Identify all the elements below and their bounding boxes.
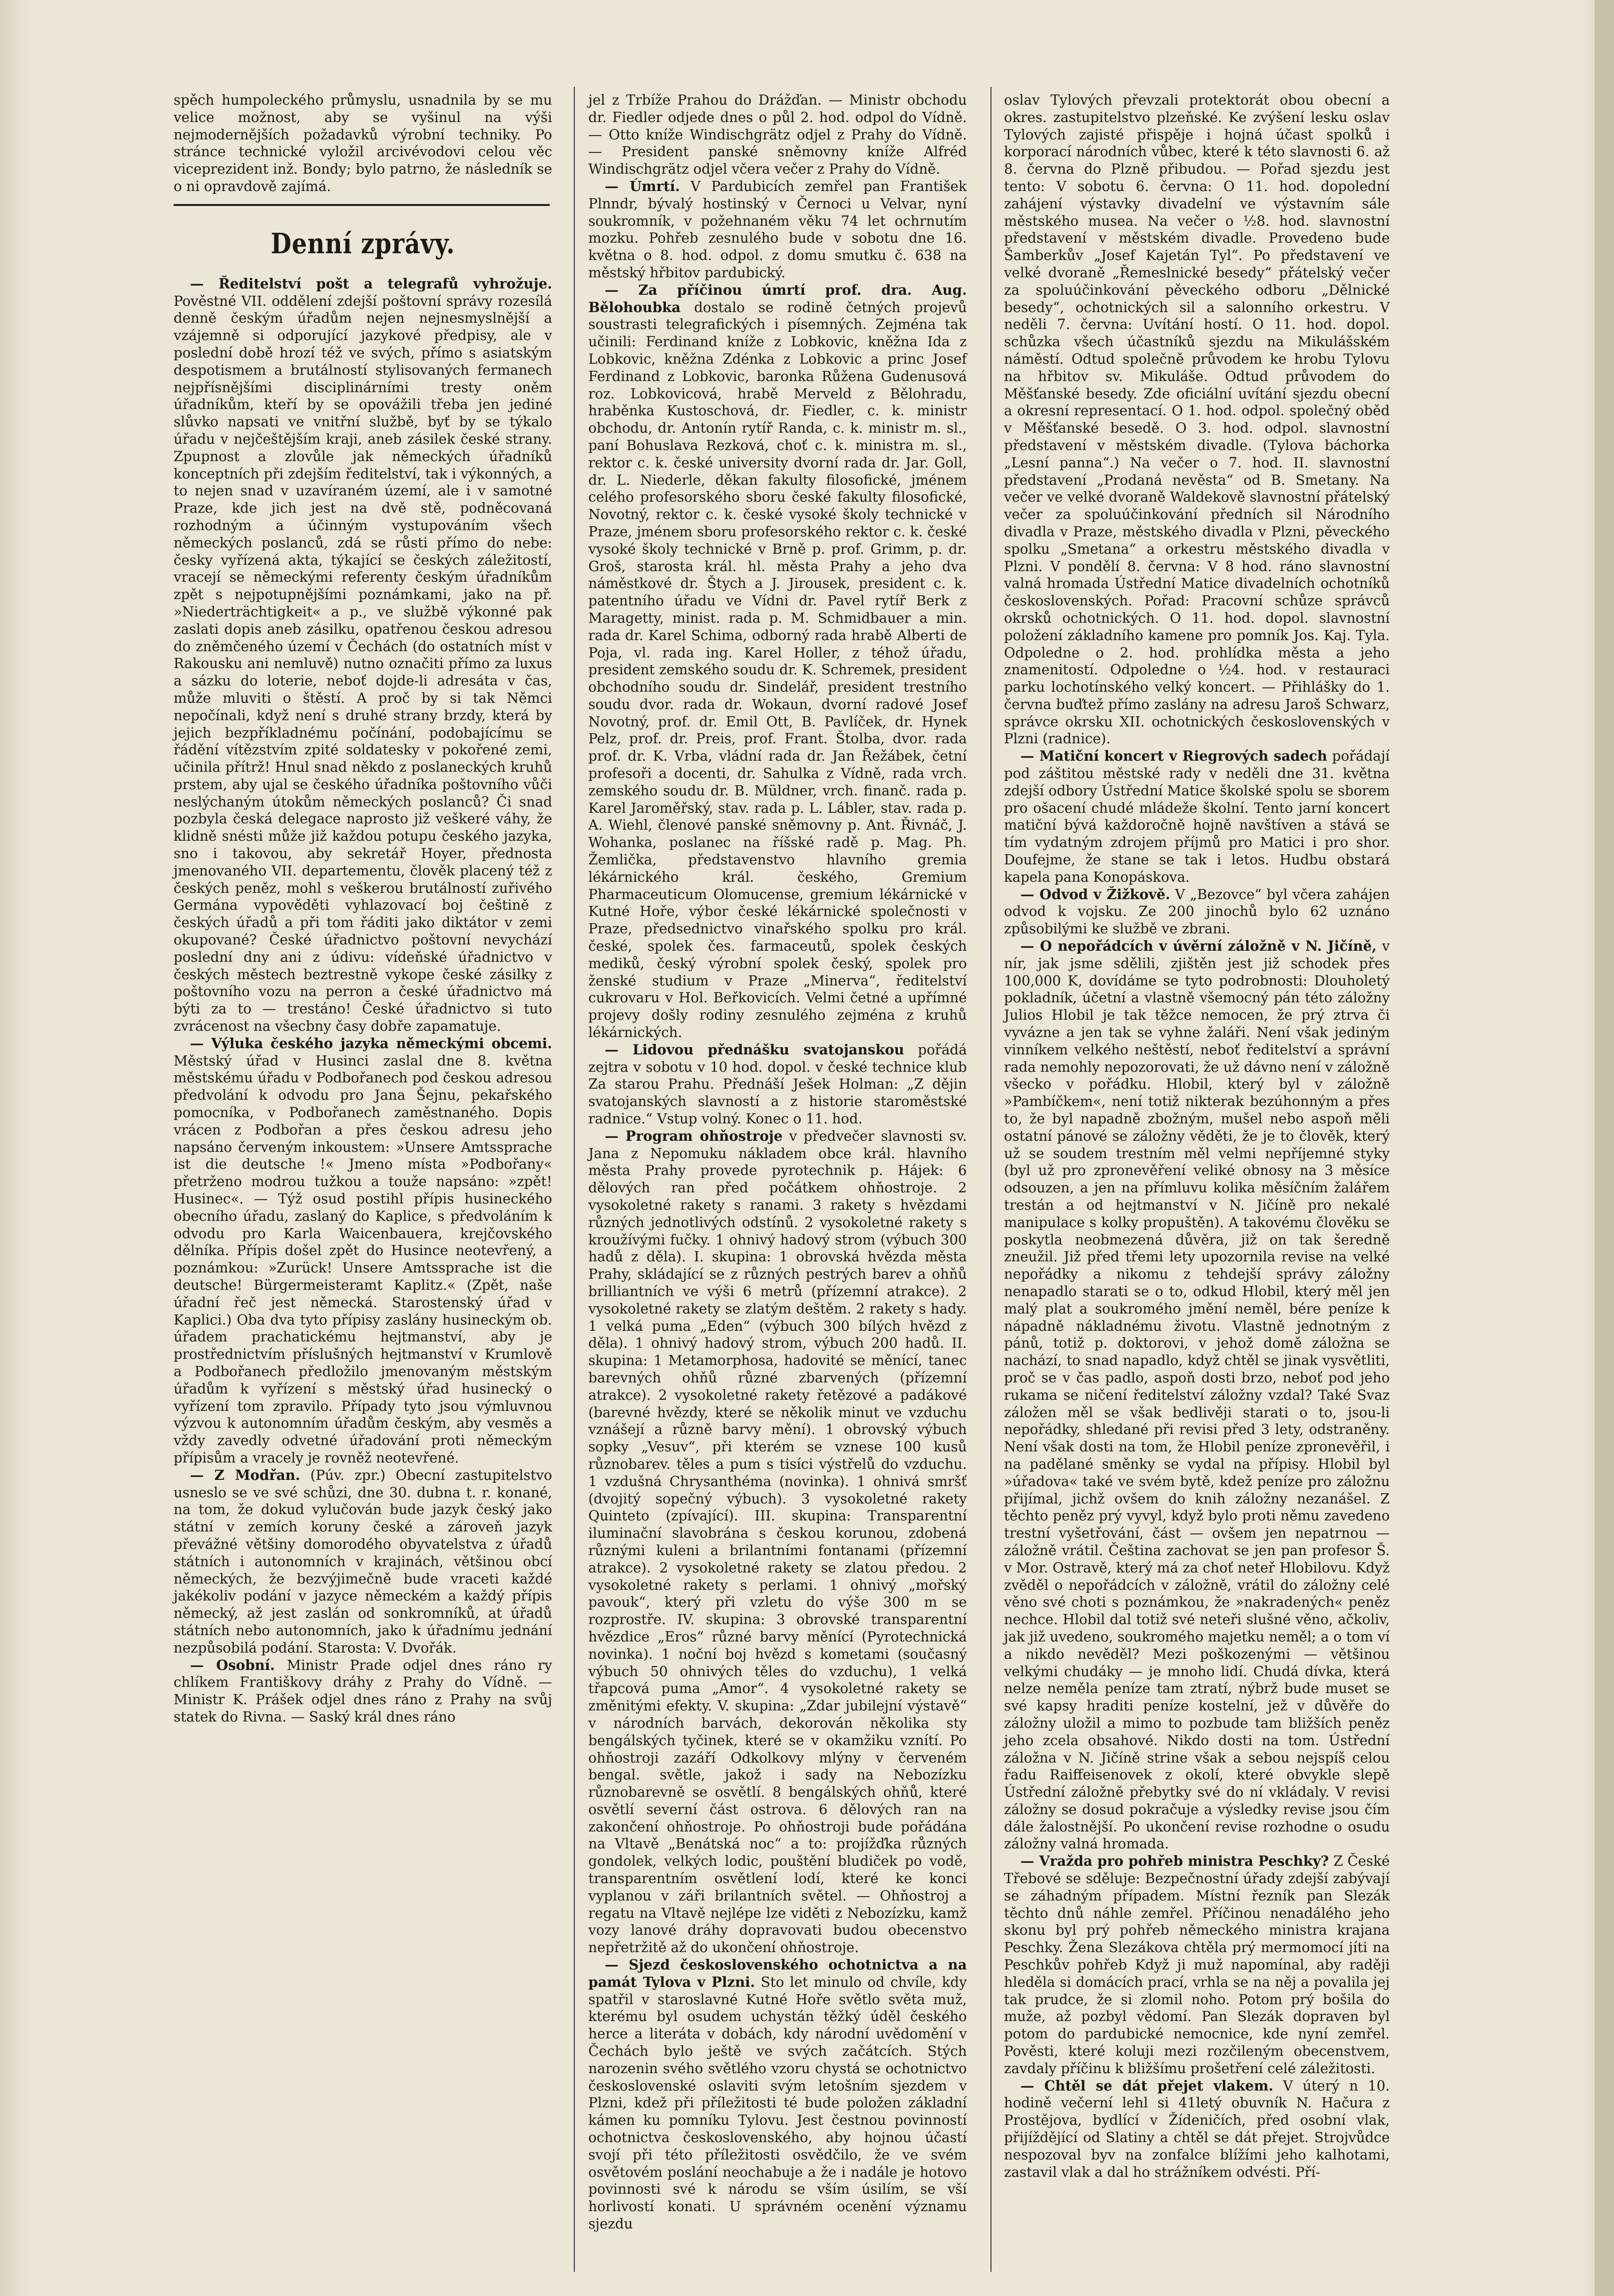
article-body: oslav Tylových převzali protektorát obou obecní a okres. zastupitelstvo plzeňské. Ke zvýšení lesku oslav Tylových zajisté přispěje i hojná účast spolků i korporací národních vůbec, které k této slavnosti 6. až 8. června do Plzně přibudou. — Pořad sjezdu jest tento: V sobotu 6. června: O 11. hod. dopolední zahájení výstavky divadelní ve výstavním sále městského musea. Na večer o ½8. hod. slavnostní představení v městském divadle. Provedeno bude Šamberkův „Josef Kajetán Tyl“. Po představení ve velké dvoraně „Řemeslnické besedy“ přátelský večer za spoluúčinkování pěveckého odboru „Dělnické besedy“, ochotnických sil a salonního orkestru. V neděli 7. června: Uvítání hostí. O 11. hod. dopol. schůzka všech účastníků sjezdu na Mikulášském náměstí. Odtud společně průvodem ke hrobu Tylovu na hřbitov sv. Mikuláše. Odtud průvodem do Měšťanské besedy. Zde oficiální uvítání sjezdu obecní a okresní representací. O 1. hod. odpol. společný oběd v Měšťanské besedě. O 3. hod. odpol. slavnostní představení v městském divadle. (Tylova báchorka „Lesní panna“.) Na večer o 7. hod. II. slavnostní představení „Prodaná nevěsta“ od B. Smetany. Na večer ve velké dvoraně Waldekově slavnostní přátelský večer za spoluúčinkování předních sil Národního divadla v Praze, městského divadla v Plzni, pěveckého spolku „Smetana“ a orkestru městského divadla v Plzni. V pondělí 8. června: V 8 hod. ráno slavnostní valná hromada Ústřední Matice divadelních ochotníků československých. Pořad: Pracovní schůze správců okrsků ochotnických. O 11. hod. dopol. slavnostní položení základního kamene pro pomník Jos. Kaj. Tyla. Odpoledne o 2. hod. prohlídka města a jeho znamenitostí. Odpoledne o ½4. hod. v restauraci parku lochotínského velký koncert. — Přihlášky do 1. června buďtež přímo zaslány na adresu Jaroš Schwarz, správce okrsku XII. ochotnických československých v Plzni (radnice). <box>1004 92 1390 747</box>
article-paragraph <box>174 1467 552 1657</box>
article-body: V „Bezovce“ byl včera zahájen odvod k vojsku. Ze 200 jinochů bylo 62 uznáno způsobilými ke službě ve zbrani. <box>1004 886 1390 937</box>
article-title: — Osobní. <box>190 1656 275 1673</box>
article-title: — Chtěl se dát přejet vlakem. <box>1020 2077 1274 2094</box>
article-paragraph <box>588 1041 967 1128</box>
article-paragraph <box>588 282 967 1041</box>
column-rule <box>574 87 575 2272</box>
article-body: Z České Třebové se sděluje: Bezpečnostní úřady zdejší zabývají se záhadným případem. Místní řezník pan Slezák těchto dnů náhle zemřel. Příčinou nenadálého jeho skonu byl prý pohřeb německého ministra krajana Peschky. Žena Slezákova chtěla prý mermomocí jíti na Peschkův pohřeb Když ji muž napomínal, aby raději hleděla si domácích prací, vrhla se na něj a povalila jej tak prudce, že si zlomil noho. Potom prý bošila do muže, až pozbyl vědomí. Pan Slezák dopraven byl potom do pardubické nemocnice, kde nyní zemřel. Pověsti, které koluji mezi rozčileným obecenstvem, zavdaly příčinu k bližšímu prošetření celé záležitosti. <box>1004 1853 1390 2077</box>
article-paragraph <box>588 1128 967 1956</box>
article-intro: spěch humpoleckého průmyslu, usnadnila by se mu velice možnost, aby se vyšinul na výši nejmodernějších požadavků výrobní techniky. Po stránce technické vyložil arcivévodovi celou věc viceprezident inž. Bondy; bylo patrno, že následník se o ni opravdově zajímá. <box>174 92 552 194</box>
article-paragraph <box>1004 1853 1390 2077</box>
article-paragraph <box>1004 748 1390 886</box>
article-body: jel z Trbíže Prahou do Drážďan. — Ministr obchodu dr. Fiedler odjede dnes o půl 2. hod. odpol do Vídně. — Otto kníže Windischgrätz odjel z Prahy do Vídně. — President panské sněmovny kníže Alfréd Windischgrätz odjel včera večer z Prahy do Vídně. <box>588 92 967 178</box>
article-paragraph <box>174 1657 552 1726</box>
article-body: V úterý n 10. hodině večerní lehl si 41letý obuvník N. Hačura z Prostějova, bydlící v Žídeničích, před osobní vlak, přijíždějící od Slatiny a chtěl se dát přejet. Strojvůdce nespozoval byv na zonfalce blížími jeho kalhotami, zastavil vlak a dal ho strážníkem odvésti. Pří- <box>1004 2077 1390 2180</box>
article-paragraph <box>588 1956 967 2233</box>
article-body: pořádají pod záštitou městské rady v neděli dne 31. května zdejší odbory Ústřední Matice školské spolu se sborem pro ošacení chudé mládeže školní. Tento jarní koncert matiční bývá každoročně hojně navštíven a stává se tím vydatným zdrojem příjmů pro Matici i pro shor. Doufejme, že stane se tak i letos. Hudbu obstará kapela pana Konopáskova. <box>1004 748 1390 885</box>
article-body: Městský úřad v Husinci zaslal dne 8. května městskému úřadu v Podbořanech pod českou adresou předvolání k odvodu pro Jana Šejnu, pekařského pomocníka, v Podbořanech zaměstnaného. Dopis vrácen z Podbořan a přes českou adresu jeho napsáno červeným inkoustem: »Unsere Amtssprache ist die deutsche !« Jmeno místa »Podbořany« přetrženo modrou tužkou a touže napsáno: »zpět! Husinec«. — Týž osud postihl přípis husineckého obecního úřadu, zaslaný do Kaplice, s předvoláním k odvodu pro Karla Waicenbauera, krejčovského dělníka. Přípis došel zpět do Husince neotevřený, a poznámkou: »Zurück! Unsere Amtssprache ist die deutsche! Bürgermeisteramt Kaplitz.« (Zpět, naše úřadní řeč jest německá. Starostenský úřad v Kaplici.) Oba dva tyto přípisy zaslány husineckým ob. úřadem prachatickému hejtmanství, aby je prostřednictvím příslušných hejtmanství v Krumlově a Podbořanech předložilo jmenovaným městským úřadům k vyřízení s městský úřad husinecký o vyřízení tom zpravilo. Případy tyto jsou výmluvnou výzvou k autonomním úřadům českým, aby vesměs a vždy zavedly odvetné úřadování proti německým přípisům a vracely je rovněž neotevřené. <box>174 1052 552 1466</box>
divider <box>174 204 550 206</box>
article-body: pořádá zejtra v sobotu v 10 hod. dopol. v české technice klub Za starou Prahu. Přednáší Ješek Holman: „Z dějin svatojanských slavností a z historie staroměstské radnice.“ Vstup volný. Konec o 11. hod. <box>588 1041 967 1127</box>
article-title: — Program ohňostroje <box>605 1127 783 1144</box>
article-paragraph <box>174 1035 552 1467</box>
page-edge <box>1595 0 1614 2296</box>
article-body: (Púv. zpr.) Obecní zastupitelstvo usneslo se ve své schůzi, dne 30. dubna t. r. konané, na tom, že dokud vylučován bude jazyk český jako státní v zemích koruny české a zároveň jazyk převážné většiny domorodého obyvatelstva z úřadů státních i autonomních v krajinách, většinou obcí německých, že bezvýjimečně bude vraceti každé jakékoliv podání v jazyce německém a každý přípis německý, až jest zaslán od sonkromníků, at úřadů státních nebo autonomních, jako k úřadnímu jednání nezpůsobilá podání. Starosta: V. Dvořák. <box>174 1466 552 1656</box>
article-body: v předvečer slavnosti sv. Jana z Nepomuku nákladem obce král. hlavního města Prahy provede pyrotechnik p. Hájek: 6 dělových ran před počátkem ohňostroje. 2 vysokoletné rakety s ranami. 3 rakety s hvězdami různých jednotlivých odstínů. 2 vysokoletné rakety s kroužívými fučky. 1 ohnivý hadový strom (výbuch 300 hadů z děla). I. skupina: 1 obrovská hvězda města Prahy, skládající se z různých pestrých barev a ohňů brilliantních ve výši 6 metrů (přízemní atrakce). 2 vysokoletné rakety se zlatým deštěm. 2 rakety s hady. 1 velká puma „Eden“ (výbuch 300 bílých hvězd z děla). 1 ohnivý hadový strom, výbuch 200 hadů. II. skupina: 1 Metamorphosa, hadovité se měnící, tanec barevných ohňů různé zbarvených (přízemní atrakce). 2 vysokoletné rakety řetězové a padákové (barevné hvězdy, které se několik minut ve vzduchu vznášejí a různě barvy mění). 1 obrovský výbuch sopky „Vesuv“, při kterém se vznese 100 kusů různobarev. těles a pum s tisíci výstřelů do vzduchu. 1 vzdušná Chrysanthéma (novinka). 1 ohnivá smršť (dvojitý sopečný výbuch). 3 vysokoletné rakety Quinteto (zpívající). III. skupina: Transparentní iluminační slavobrána s českou korunou, zdobená různými kuleni a brilantními fontanami (přízemní atrakce). 2 vysokoletné rakety se zlatou předou. 2 vysokoletné rakety s perlami. 1 ohnivý „mořský pavouk“, který při vzletu do výše 300 m se rozprostře. IV. skupina: 3 obrovské transparentní hvězdice „Eros“ různé barvy měnící (Pyrotechnická novinka). 1 noční boj hvězd s kometami (současný výbuch 50 ohnivých těles do vzduchu), 1 velká třapcová puma „Amor“. 4 vysokoletné rakety se změnitými efekty. V. skupina: „Zdar jubilejní výstavě“ v národních barvách, dekorován několika sty bengálských tyčinek, které se v okamžiku vznítí. Po ohňostroji zazáří Odkolkovy mlýny v červeném bengal. světle, jakož i sady na Nebozízku různobarevně se osvětlí. 8 bengálských ohňů, které osvětlí severní část ostrova. 6 dělových ran na zakončení ohňostroje. Po ohňostroji bude pořádána na Vltavě „Benátská noc“ a to: projížďka různých gondolek, velkých lodic, pouštění bludiček po vodě, transparentním osvětlení lodí, které ke konci vyplanou v záři brilantních světel. — Ohňostroj a regatu na Vltavě nejlépe lze viděti z Nebozízku, kamž vozy lanové dráhy dopravovati budou obecenstvo nepřetržitě až do ukončení ohňostroje. <box>588 1127 967 1956</box>
article-paragraph <box>588 178 967 282</box>
column-rule <box>990 87 991 2272</box>
article-body: Pověstné VII. oddělení zdejší poštovní správy rozesílá denně českým úřadům nejen nejnesmyslnější a vzájemně si odporující jazykové předpisy, ale v poslední době hrozí též ve svých, přímo s asiatským despotismem a brutálností stylisovaných fermanech nejpřísnějšími disciplinárními tresty oněm úřadníkům, kteří by se opovážili třeba jen jediné slůvko napsati ve vnitřní službě, byť by se týkalo úřadu v nejčeštějším kraji, aneb zásilek české strany. Zpupnost a zlovůle jak německých úřadníků konceptních při zdejším ředitelství, tak i výkonných, a to nejen snad v uzavíraném území, ale i v samotné Praze, kde jich jest na dvě stě, podněcovaná rozhodným a účinným vystupováním všech německých poslanců, zdá se růsti přímo do nebe: česky vyřízená akta, týkající se českých záležitostí, vracejí se německými referenty českým úřadníkům zpět s nejpotupnějšími poznámkami, jako na př. »Niederträchtigkeit« a p., ve službě výkonné pak zaslati dopis aneb zásilku, opatřenou českou adresou do zněmčeného území v Čechách (do ostatních míst v Rakousku ani nemluvě) nutno označiti přímo za luxus a sázku do loterie, neboť dojde-li adresáta v čas, může mluviti o štěstí. A proč by si tak Němci nepočínali, když není s druhé strany brzdy, která by jejich bezpříkladnému počínání, podobajícímu se řádění vítězstvím zpité soldatesky v pokořené zemi, učinila přítrž! Hnul snad někdo z poslaneckých kruhů prstem, aby ujal se českého úřadníka poštovního vůči neslýchaným útokům německých poslanců? Či snad pozbyla česká delegace naprosto již veškeré váhy, že klidně snésti může již každou potupu českého jazyka, sno i takovou, aby sekretář Hoyer, přednosta jmenovaného VII. departementu, člověk placený též z českých peněz, mohl s veškerou brutálností zuřivého Germána vypověděti vyhlazovací boj češtině z českých úřadů a při tom řáditi jako diktátor v zemi okupované? České úřadnictvo poštovní nevychází poslední dny ani z údivu: vídeňské úřadnictvo v českých městech beztrestně vykope české zásilky z poštovního vozu na perron a české úřadnictvo má býti za to — trestáno! České úřadnictvo si tuto zvrácenost na všecbny časy dobře zapamatuje. <box>174 292 552 1035</box>
column-3 <box>1004 92 1390 2181</box>
article-title: — Sjezd československého ochotnictva a na památ Tylova v Plzni. <box>588 1956 967 1990</box>
column-2 <box>588 92 967 2233</box>
article-paragraph <box>174 275 552 1035</box>
article-title: — Výluka českého jazyka německými obcemi. <box>190 1035 552 1052</box>
article-title: — Z Modřan. <box>190 1466 300 1483</box>
section-headline: Denní zprávy. <box>271 227 455 260</box>
article-title: — Odvod v Žižkově. <box>1020 886 1170 902</box>
article-title: — Úmrtí. <box>605 178 680 194</box>
article-body: Sto let minulo od chvíle, kdy spatřil v staroslavné Kutné Hoře světlo světa muž, kterému byl osudem uchystán těžký úděl českého herce a literáta v dobách, kdy národní uvědomění v Čechách bylo ještě ve svých začátcích. Stých narozenin svého světlého vzoru chystá se ochotnictvo československé oslaviti svým letošním sjezdem v Plzni, kdež při příležitosti té bude položen základní kámen ku pomníku Tylovu. Jest čestnou povinností ochotnictva československého, aby hojnou účastí svojí při této příležitosti osvědčilo, že ve svém osvětovém poslání neochabuje a že i nadále je hotovo povinnosti své k národu se vším úsilím, se vší horlivostí konati. U správném ocenění významu sjezdu <box>588 1973 967 2232</box>
article-body: dostalo se rodině četných projevů soustrasti telegrafických i písemných. Zejména tak učinili: Ferdinand kníže z Lobkovic, kněžna Ida z Lobkovic, kněžna Zdénka z Lobkovic a princ Josef Ferdinand z Lobkovic, baronka Růžena Gudenusová roz. Lobkovicová, hrabě Merveld z Bělohradu, hraběnka Kustoschová, dr. Fiedler, c. k. ministr obchodu, dr. Antonín rytíř Randa, c. k. ministr m. sl., paní Bohuslava Rezková, choť c. k. ministra m. sl., rektor c. k. české university dvorní rada dr. Jar. Goll, dr. L. Niederle, děkan fakulty filosofické, jménem celého profesorského sboru české fakulty filosofické, Novotný, rektor c. k. české vysoké školy technické v Praze, jménem sboru profesorského rektor c. k. české vysoké školy technické v Brně p. prof. Grimm, p. dr. Groš, starosta král. hl. města Prahy a jeho dva náměstkové dr. Štych a J. Jirousek, president c. k. patentního úřadu ve Vídni dr. Pavel rytíř Berk z Maragetty, minist. rada p. M. Schmidbauer a min. rada dr. Karel Schima, odborný rada hrabě Alberti de Poja, vl. rada ing. Karel Holler, z téhož úřadu, president zemského soudu dr. K. Schremek, president obchodního soudu dr. Sindelář, president trestního soudu dvor. rada dr. Wokaun, dvorní radové Josef Novotný, prof. dr. Emil Ott, B. Pavlíček, dr. Hynek Pelz, prof. dr. Preis, prof. Frant. Štolba, dvor. rada prof. dr. K. Vrba, vládní rada dr. Jan Řežábek, četní profesoři a docenti, dr. Sahulka z Vídně, rada vrch. zemského soudu dr. B. Müldner, vrch. finanč. rada p. Karel Jaroměřský, stav. rada p. L. Lábler, stav. rada p. A. Wiehl, členové panské sněmovny p. Ant. Řivnáč, J. Wohanka, poslanec na říšské radě p. Mag. Ph. Žemlička, představenstvo hlavního gremia lékárnického král. českého, Gremium Pharmaceuticum Olomucense, gremium lékárnické v Kutné Hoře, výbor české lékárnické společnosti v Praze, předsednictvo vinařského spolku pro král. české, spolek čes. farmaceutů, spolek českých mediků, český výrobní spolek český, spolek pro ženské studium v Praze „Minerva“, ředitelství cukrovaru v Hol. Beřkovicích. Velmi četné a upřímné projevy došly rodiny zesnulého zejména z kruhů lékárnických. <box>588 299 967 1041</box>
article-title: — O nepořádcích v úvěrní záložně v N. Jičíně, <box>1020 938 1377 955</box>
article-title: — Vražda pro pohřeb ministra Peschky? <box>1020 1853 1329 1870</box>
article-paragraph <box>1004 938 1390 1853</box>
article-body: Ministr Prade odjel dnes ráno ry chlíkem Františkovy dráhy z Prahy do Vídně. — Ministr K. Prášek odjel dnes ráno z Prahy na svůj statek do Rivna. — Saský král dnes ráno <box>174 1656 552 1725</box>
article-body: v nír, jak jsme sdělili, zjištěn jest již schodek přes 100,000 K, dovídáme se tyto podrobnosti: Dlouholetý pokladník, účetní a vlastně všemocný pán této záložny Julios Hlobil je tak těžce nemocen, že prý ztrva či vyvázne a jen tak se vyhne žaláři. Není však jediným vinníkem velkého neštěstí, neboť ředitelství a správní rada nemohly nepozorovati, že už dávno není v záložně všecko v pořádku. Hlobil, který byl v záložně »Pambíčkem«, není totiž nikterak bezúhonným a přes to, že byl napadně zbožným, mušel nebo aspoň měli ostatní pánové se záložny věděti, že je to člověk, který už se soudem trestním měl velmi nepříjemné styky (byl už pro zpronevěření veliké obnosy na 3 měsíce odsouzen, a jen na přímluvu kolika měsíčním žalářem trestán a od hejtmanství v N. Jičíně pro nekalé manipulace s kolky propuštěn). A takovému člověku se poskytla neobmezená důvěra, již on tak šeredně zneužil. Již před třemi lety upozornila revise na velké nepořádky a nikomu z tehdejší správy záložny nenapadlo starati se o to, odkud Hlobil, který měl jen malý plat a soukromého jmění neměl, bére peníze k nápadně nákladnému životu. Vlastně jednotným z pánů, totiž p. doktorovi, v jehož domě záložna se nachází, to snad napadlo, když chtěl se jinak vysvětliti, proč se v čas padlo, aspoň dosti brzo, neboť pod jeho rukama se ničení ředitelství záložny vzdal? Také Svaz záložen měl se však bedlivěji starati o to, jsou-li nepořádky, shledané při revisi před 3 lety, odstraněny. Není však dosti na tom, že Hlobil peníze zpronevěřil, i na padělané směnky se vydal na přípisy. Hlobil byl »úřadova« také ve svém bytě, kdež peníze pro záložnu přijímal, jichž ovšem do knih záložny nezanášel. Z těchto peněz prý vyvyl, když bylo proti němu zavedeno trestní vyšetřování, část — ovšem jen nepatrnou — záložně vrátil. Čeština zachovat se jen pan profesor Š. v Mor. Ostravě, který má za choť neteř Hlobilovu. Když zvěděl o nepořádcích v záložně, vrátil do záložny celé věno své choti s poznámkou, že »nakradených« peněz nechce. Hlobil dal totiž své neteři slušné věno, ačkoliv, jak již uvedeno, soukromého majetku neměl; a o tom ví a nikdo nevěděl? Mezi poškozenými — většinou velkými chudáky — je mnoho lidí. Chudá dívka, která nelze neměla peníze tam ztratí, nýbrž bude muset se své kapsy hraditi peníze kostelní, jež v důvěře do záložny uložil a mimo to pozbude tam bližších peněz jeho zcela obsahové. Nikdo dosti na tom. Ústřední záložna v N. Jičíně strine však a sebou nejspíš celou řadu Raiffeisenovek z okolí, které obvykle slepě Ústřední záložně přebytky své do ní vkládaly. V revisi záložny se dosud pokračuje a výsledky revise jsou čím dále žalostnější. Po ukončení revise rozhodne o osudu záložny valná hromada. <box>1004 938 1390 1852</box>
article-paragraph <box>1004 2077 1390 2181</box>
article-title: — Ředitelství pošt a telegrafů vyhrožuje. <box>190 275 552 292</box>
article-title: — Lidovou přednášku svatojanskou <box>605 1041 905 1058</box>
article-paragraph <box>1004 886 1390 938</box>
article-title: — Za příčinou úmrtí prof. dra. Aug. Bělohoubka <box>588 281 967 315</box>
column-1 <box>174 92 552 1726</box>
article-body: V Pardubicích zemřel pan František Plnndr, bývalý hostinský v Černoci u Velvar, nyní soukromník, v požehnaném věku 74 let ochrnutím mozku. Pohřeb zesnulého bude v sobotu dne 16. května o 8. hod. odpol. z domu smutku č. 638 na městský hřbitov pardubický. <box>588 178 967 281</box>
article-title: — Matiční koncert v Riegrových sadech <box>1020 748 1328 765</box>
